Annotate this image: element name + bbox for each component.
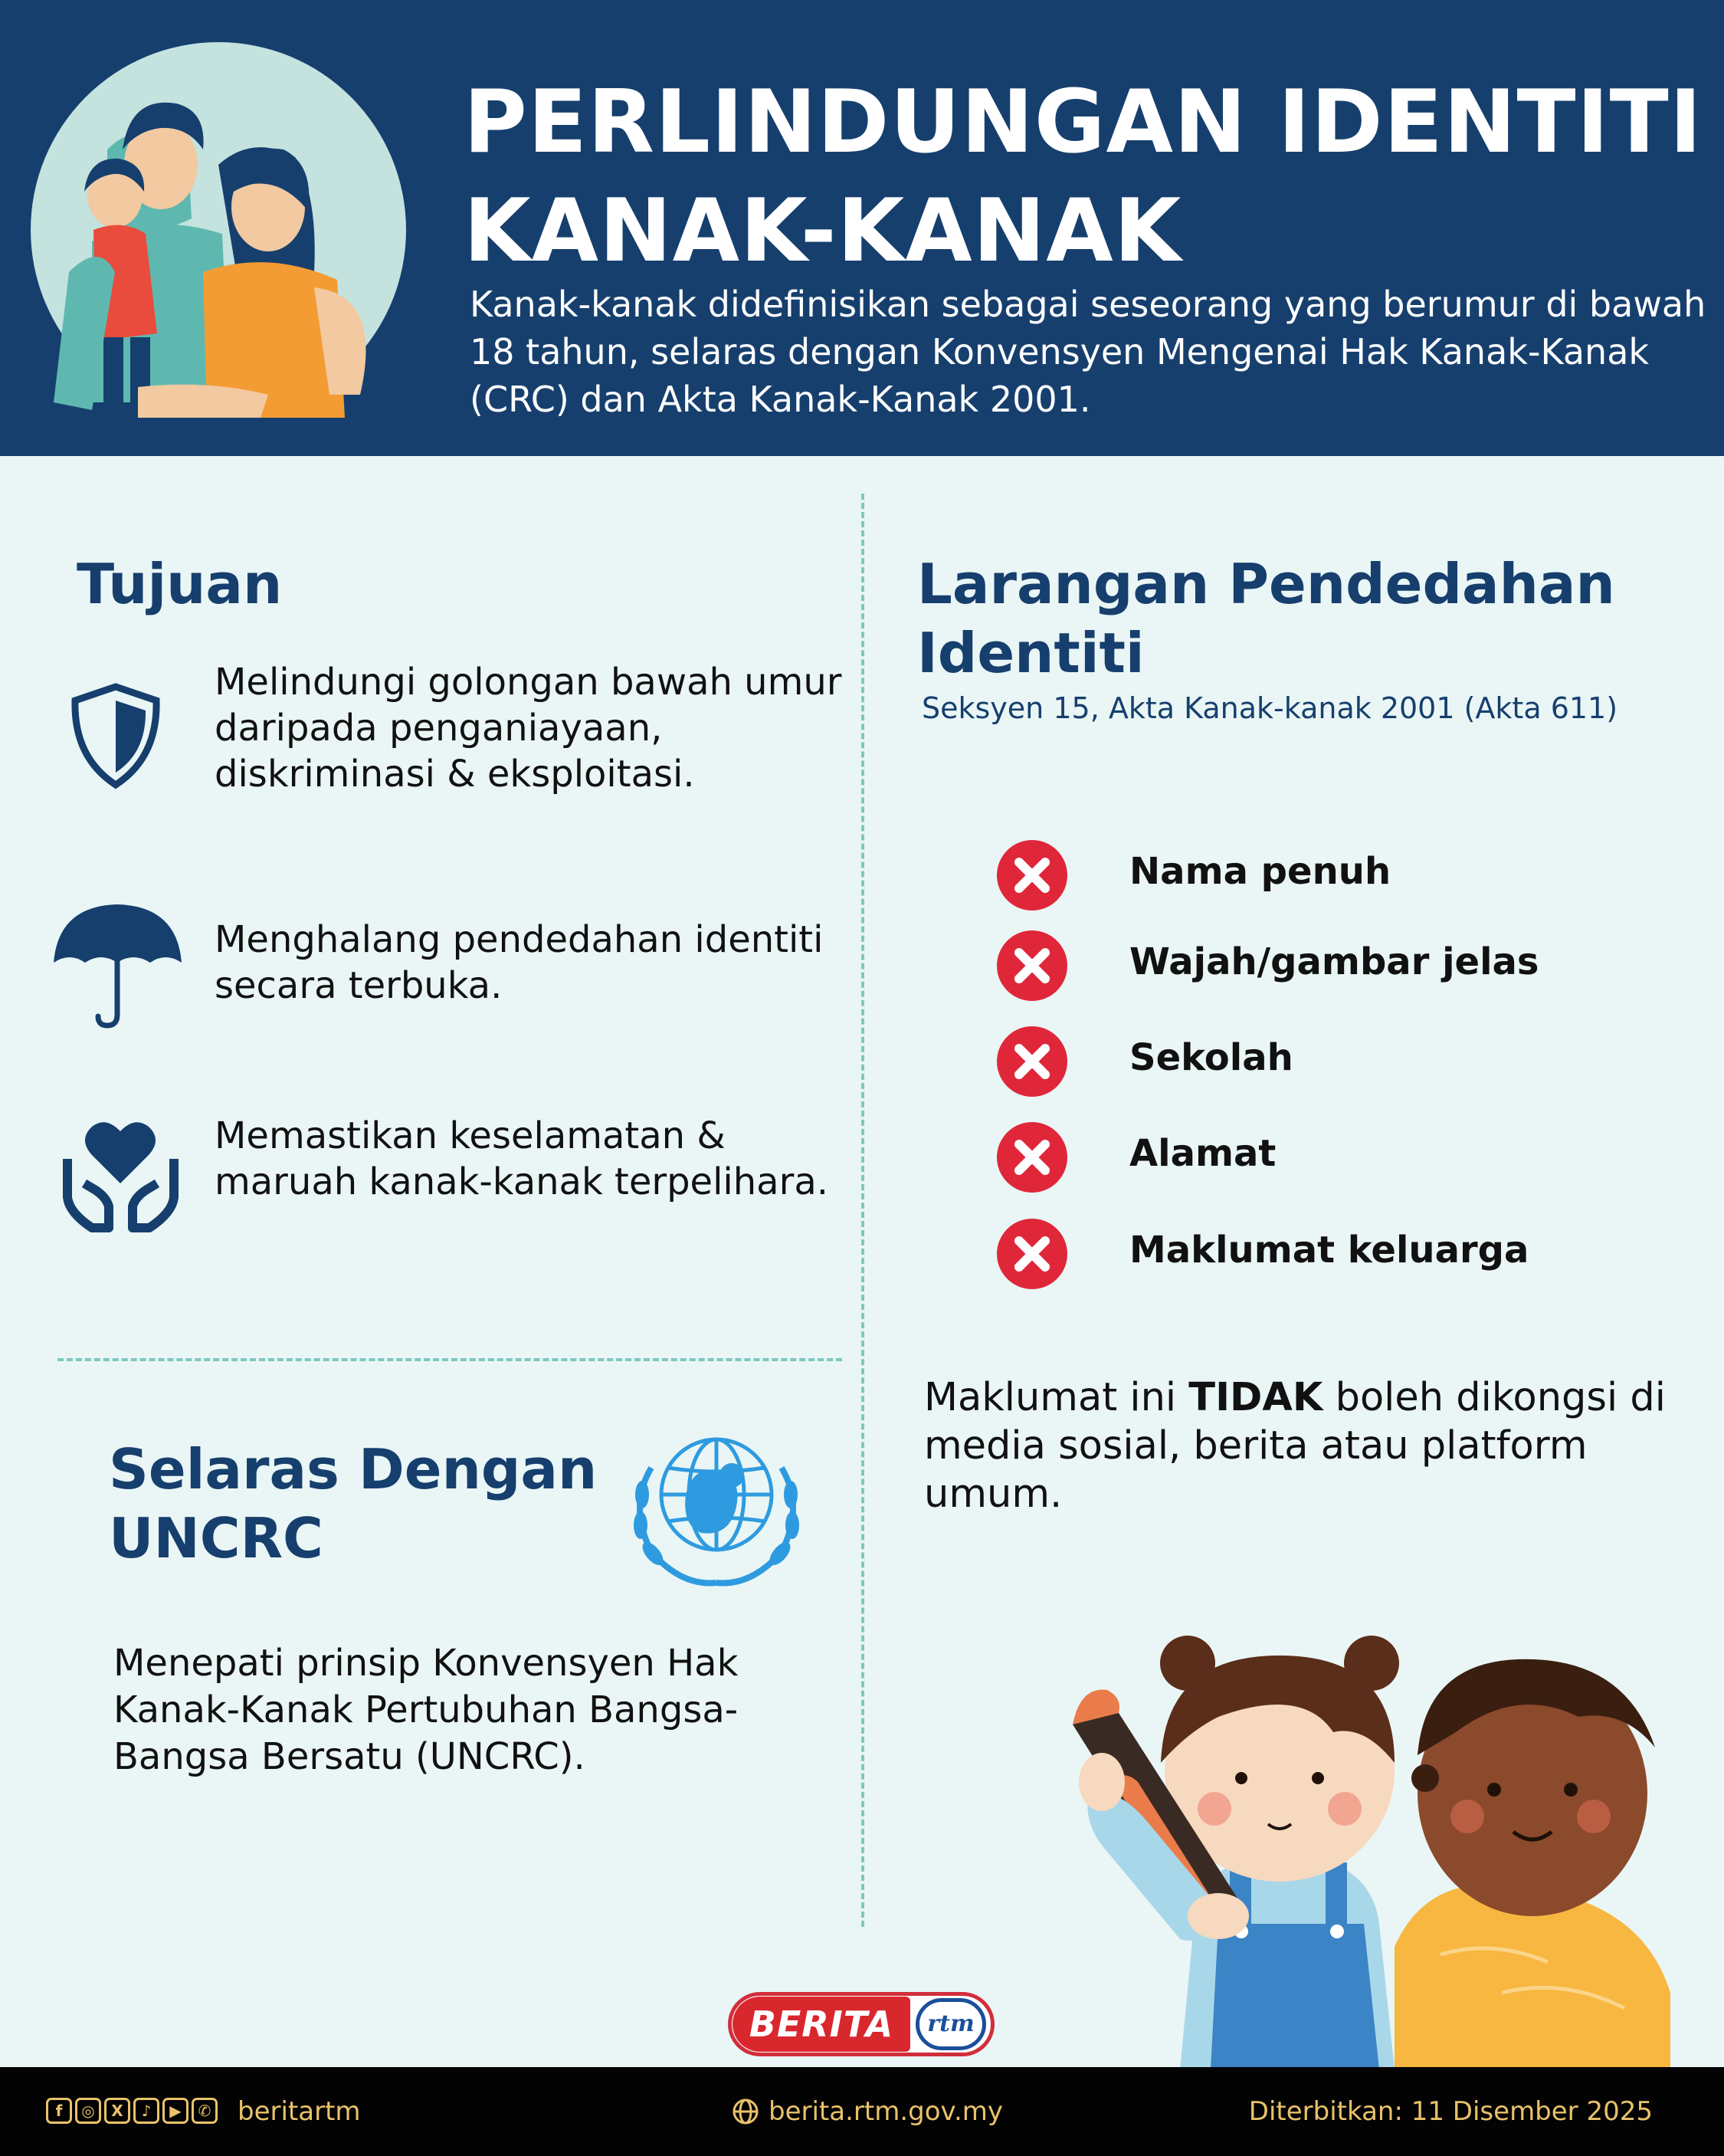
kids-illustration — [965, 1594, 1701, 2069]
purpose-text-prevent: Menghalang pendedahan identiti secara terbuka. — [215, 918, 824, 1007]
prohibited-label: Nama penuh — [1129, 850, 1391, 893]
horizontal-divider — [57, 1358, 842, 1361]
x-icon[interactable]: X — [104, 2098, 130, 2124]
published-date: Diterbitkan: 11 Disember 2025 — [1248, 2096, 1653, 2127]
prohibited-label: Alamat — [1129, 1132, 1277, 1175]
prohibited-label: Sekolah — [1129, 1036, 1293, 1079]
whatsapp-icon[interactable]: ✆ — [192, 2098, 218, 2124]
tujuan-title: Tujuan — [77, 552, 283, 616]
cross-icon — [996, 930, 1068, 1002]
shield-icon — [69, 682, 162, 789]
notice-before: Maklumat ini — [924, 1375, 1189, 1420]
uncrc-text: Menepati prinsip Konvensyen Hak Kanak-Kanak Pertubuhan Bangsa-Bangsa Bersatu (UNCRC). — [113, 1642, 739, 1778]
notice-after: boleh dikongsi di media sosial, berita atau platform umum. — [924, 1375, 1666, 1517]
header-banner — [0, 0, 1724, 456]
uncrc-title: Selaras Dengan UNCRC — [109, 1437, 598, 1570]
tiktok-icon[interactable]: ♪ — [133, 2098, 159, 2124]
logo-berita: BERITA — [733, 1997, 910, 2052]
facebook-icon[interactable]: f — [46, 2098, 72, 2124]
instagram-icon[interactable]: ◎ — [75, 2098, 101, 2124]
cross-icon — [996, 1025, 1068, 1098]
youtube-icon[interactable]: ▶ — [162, 2098, 188, 2124]
social-handle[interactable]: beritartm — [238, 2096, 361, 2127]
family-illustration — [23, 42, 414, 456]
umbrella-icon — [51, 900, 185, 1030]
website-link[interactable]: berita.rtm.gov.my — [769, 2096, 1004, 2127]
prohibited-label: Maklumat keluarga — [1129, 1229, 1529, 1272]
larangan-subtitle: Seksyen 15, Akta Kanak-kanak 2001 (Akta 611) — [922, 691, 1618, 725]
prohibited-item — [996, 1025, 1647, 1094]
cross-icon — [996, 839, 1068, 911]
unicef-logo — [621, 1422, 812, 1598]
larangan-title: Larangan Pendedahan Identiti — [917, 552, 1615, 685]
prohibited-item — [996, 839, 1647, 908]
logo-rtm: rtm — [916, 1998, 986, 2050]
prohibited-item — [996, 930, 1647, 999]
vertical-divider — [861, 494, 864, 1927]
title-line-2: KANAK-KANAK — [464, 180, 1182, 281]
intro-text: Kanak-kanak didefinisikan sebagai seseorang yang berumur di bawah 18 tahun, selaras dengan Konvensyen Mengenai Hak Kanak-Kanak (CRC) dan Akta Kanak-Kanak 2001. — [470, 284, 1706, 420]
page-title — [464, 67, 1705, 285]
purpose-text-protect: Melindungi golongan bawah umur daripada penganiayaan, diskriminasi & eksploitasi. — [215, 661, 842, 796]
notice-text — [924, 1373, 1690, 1518]
berita-rtm-logo — [728, 1987, 1000, 2059]
title-line-1: PERLINDUNGAN IDENTITI — [464, 71, 1703, 172]
prohibited-label: Wajah/gambar jelas — [1129, 940, 1539, 983]
footer — [0, 2067, 1724, 2156]
globe-icon — [732, 2098, 759, 2125]
cross-icon — [996, 1218, 1068, 1290]
notice-bold: TIDAK — [1188, 1375, 1323, 1420]
purpose-text-dignity: Memastikan keselamatan & maruah kanak-kanak terpelihara. — [215, 1114, 828, 1203]
social-icons — [46, 2098, 218, 2125]
prohibited-item — [996, 1121, 1647, 1190]
heart-hands-icon — [61, 1113, 180, 1234]
cross-icon — [996, 1121, 1068, 1193]
prohibited-item — [996, 1218, 1647, 1287]
